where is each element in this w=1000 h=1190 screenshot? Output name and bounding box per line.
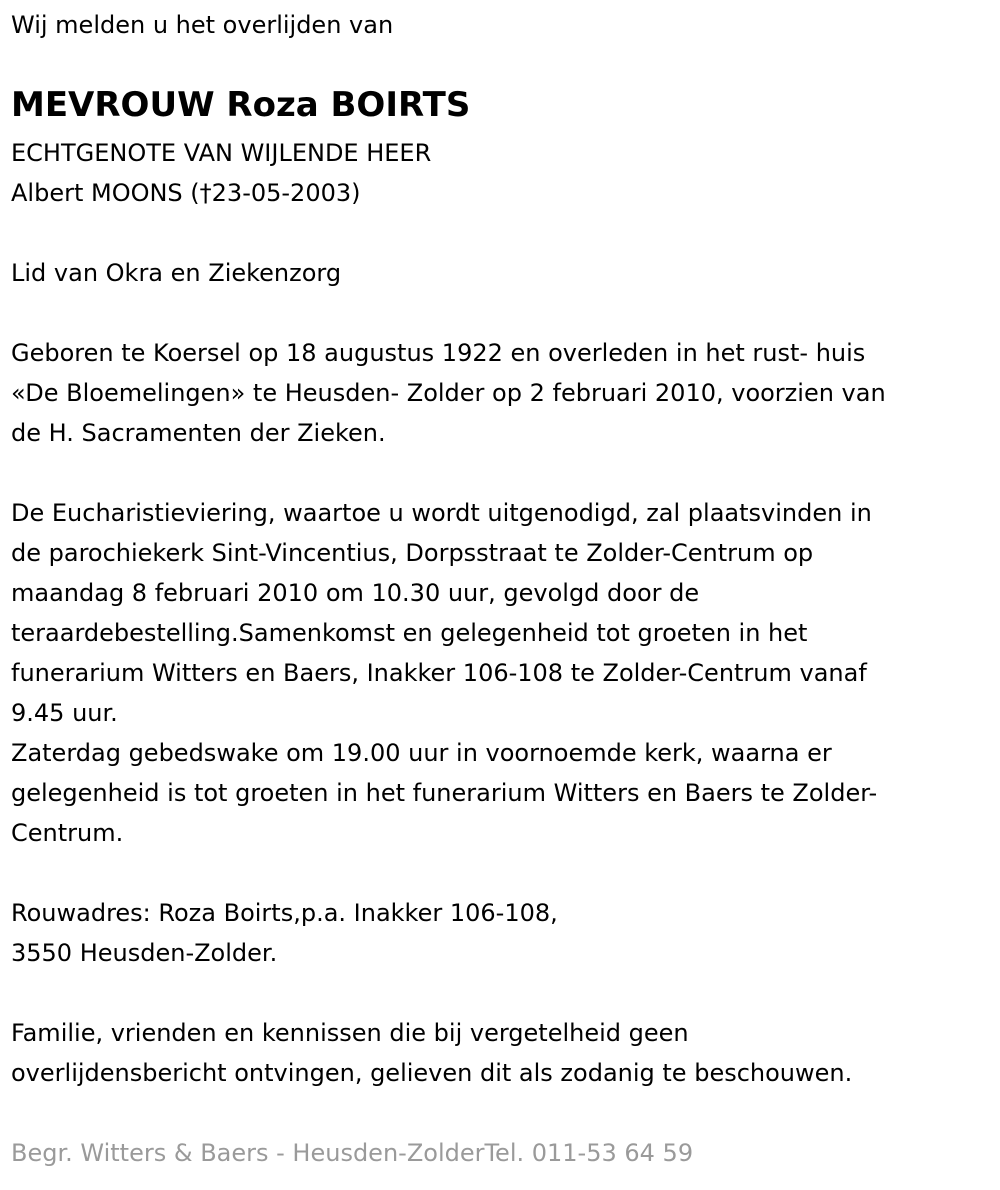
spouse-line: Albert MOONS (†23-05-2003) [11,179,361,207]
paragraph-line: teraardebestelling.Samenkomst en gelegenheid tot groeten in het [11,619,808,647]
paragraph-line: 9.45 uur. [11,699,118,727]
paragraph-line: de H. Sacramenten der Zieken. [11,419,386,447]
membership-info [11,253,341,293]
spouse-info [11,133,431,213]
paragraph-line: gelegenheid is tot groeten in het funerarium Witters en Baers te Zolder- [11,779,878,807]
intro-text: Wij melden u het overlijden van [11,11,394,39]
paragraph-line: overlijdensbericht ontvingen, gelieven dit als zodanig te beschouwen. [11,1059,853,1087]
service-paragraph [11,493,877,853]
mourning-address [11,893,558,973]
funeral-home-footer: Begr. Witters & Baers - Heusden-ZolderTel. 011-53 64 59 [11,1139,694,1167]
paragraph-line: «De Bloemelingen» te Heusden- Zolder op 2 februari 2010, voorzien van [11,379,886,407]
family-note [11,1013,852,1093]
paragraph-line: maandag 8 februari 2010 om 10.30 uur, gevolgd door de [11,579,700,607]
paragraph-line: funerarium Witters en Baers, Inakker 106-108 te Zolder-Centrum vanaf [11,659,867,687]
paragraph-line: Familie, vrienden en kennissen die bij vergetelheid geen [11,1019,689,1047]
spouse-line: ECHTGENOTE VAN WIJLENDE HEER [11,139,432,167]
address-line: 3550 Heusden-Zolder. [11,939,278,967]
birth-death-paragraph [11,333,886,453]
address-line: Rouwadres: Roza Boirts,p.a. Inakker 106-108, [11,899,558,927]
deceased-name: MEVROUW Roza BOIRTS [11,85,471,125]
paragraph-line: Zaterdag gebedswake om 19.00 uur in voornoemde kerk, waarna er [11,739,832,767]
membership-text: Lid van Okra en Ziekenzorg [11,259,342,287]
paragraph-line: Geboren te Koersel op 18 augustus 1922 en overleden in het rust- huis [11,339,866,367]
paragraph-line: de parochiekerk Sint-Vincentius, Dorpsstraat te Zolder-Centrum op [11,539,814,567]
paragraph-line: De Eucharistieviering, waartoe u wordt uitgenodigd, zal plaatsvinden in [11,499,872,527]
paragraph-line: Centrum. [11,819,124,847]
